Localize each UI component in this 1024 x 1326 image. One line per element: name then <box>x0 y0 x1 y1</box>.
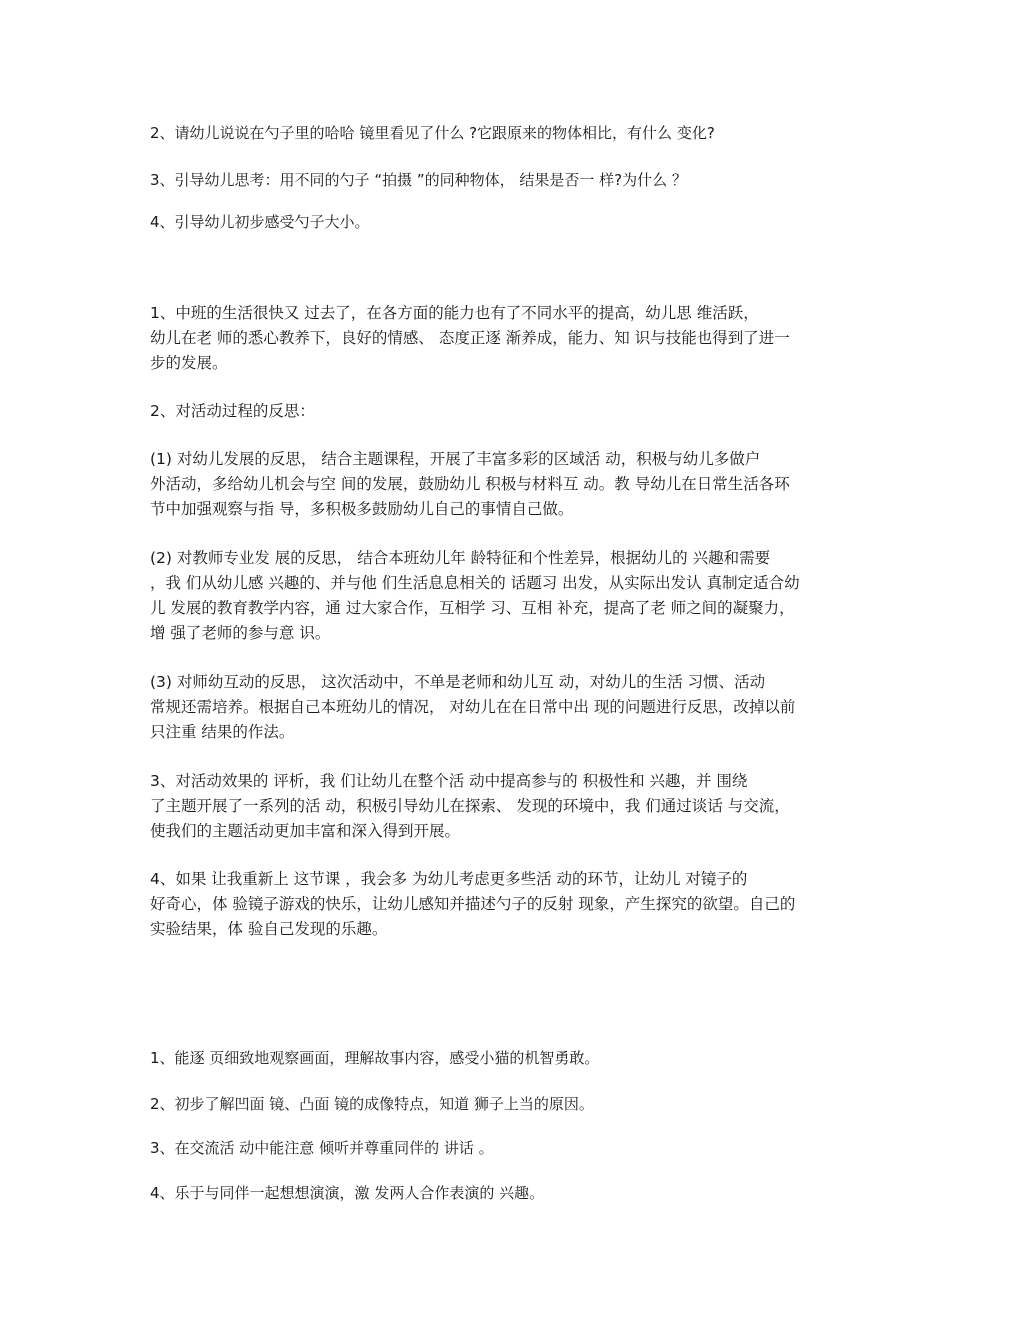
section-a-item-2: 2、请幼儿说说在勺子里的哈哈 镜里看见了什么 ?它跟原来的物体相比，有什么 变化? <box>150 124 715 142</box>
text-line: 常规还需培养。根据自己本班幼儿的情况， 对幼儿在在日常中出 现的问题进行反思，改掉以前 <box>150 698 796 716</box>
text-line: 节中加强观察与指 导，多积极多鼓励幼儿自己的事情自己做。 <box>150 500 574 518</box>
reflection-paragraph-4 <box>150 546 870 646</box>
reflection-paragraph-1 <box>150 301 870 376</box>
text-line: 增 强了老师的参与意 识。 <box>150 624 331 642</box>
text-line: 幼儿在老 师的悉心教养下，良好的情感、 态度正逐 渐养成，能力、知 识与技能也得到了进一 <box>150 329 790 347</box>
reflection-paragraph-2 <box>150 399 870 424</box>
text-line: 3、对活动效果的 评析，我 们让幼儿在整个活 动中提高参与的 积极性和 兴趣，并 围绕 <box>150 772 748 790</box>
text-line: 好奇心，体 验镜子游戏的快乐，让幼儿感知并描述勺子的反射 现象，产生探究的欲望。自己的 <box>150 895 796 913</box>
text-line: ，我 们从幼儿感 兴趣的、并与他 们生活息息相关的 话题习 出发，从实际出发认 真制定适合幼 <box>150 574 800 592</box>
text-line: (2) 对教师专业发 展的反思， 结合本班幼儿年 龄特征和个性差异，根据幼儿的 兴趣和需要 <box>150 549 771 567</box>
section-a-item-4: 4、引导幼儿初步感受勺子大小。 <box>150 213 370 231</box>
goal-item-2: 2、初步了解凹面 镜、凸面 镜的成像特点，知道 狮子上当的原因。 <box>150 1095 594 1113</box>
goal-item-4: 4、乐于与同伴一起想想演演，激 发两人合作表演的 兴趣。 <box>150 1184 545 1202</box>
reflection-paragraph-7 <box>150 867 870 942</box>
text-line: 4、如果 让我重新上 这节课 ，我会多 为幼儿考虑更多些活 动的环节，让幼儿 对镜子的 <box>150 870 748 888</box>
reflection-paragraph-6 <box>150 769 870 844</box>
goal-item-3: 3、在交流活 动中能注意 倾听并尊重同伴的 讲话 。 <box>150 1139 494 1157</box>
text-line: 了主题开展了一系列的活 动，积极引导幼儿在探索、 发现的环境中，我 们通过谈话 与交流， <box>150 797 790 815</box>
section-a-item-3: 3、引导幼儿思考：用不同的勺子 “拍摄 ”的同种物体， 结果是否一 样?为什么 ？ <box>150 171 687 189</box>
text-line: 实验结果，体 验自己发现的乐趣。 <box>150 920 388 938</box>
text-line: 只注重 结果的作法。 <box>150 723 295 741</box>
text-line: (3) 对师幼互动的反思， 这次活动中，不单是老师和幼儿互 动，对幼儿的生活 习惯、活动 <box>150 673 766 691</box>
text-line: 儿 发展的教育教学内容，通 过大家合作，互相学 习、互相 补充，提高了老 师之间的凝聚力， <box>150 599 795 617</box>
text-line: 2、对活动过程的反思： <box>150 402 315 420</box>
text-line: 步的发展。 <box>150 354 228 372</box>
goal-item-1: 1、能逐 页细致地观察画面，理解故事内容，感受小猫的机智勇敢。 <box>150 1049 600 1067</box>
reflection-paragraph-3 <box>150 447 870 522</box>
text-line: 外活动，多给幼儿机会与空 间的发展，鼓励幼儿 积极与材料互 动。教 导幼儿在日常生活各环 <box>150 475 790 493</box>
text-line: 使我们的主题活动更加丰富和深入得到开展。 <box>150 822 461 840</box>
text-line: (1) 对幼儿发展的反思， 结合主题课程，开展了丰富多彩的区域活 动，积极与幼儿多做户 <box>150 450 761 468</box>
reflection-paragraph-5 <box>150 670 870 745</box>
text-line: 1、中班的生活很快又 过去了，在各方面的能力也有了不同水平的提高，幼儿思 维活跃， <box>150 304 759 322</box>
